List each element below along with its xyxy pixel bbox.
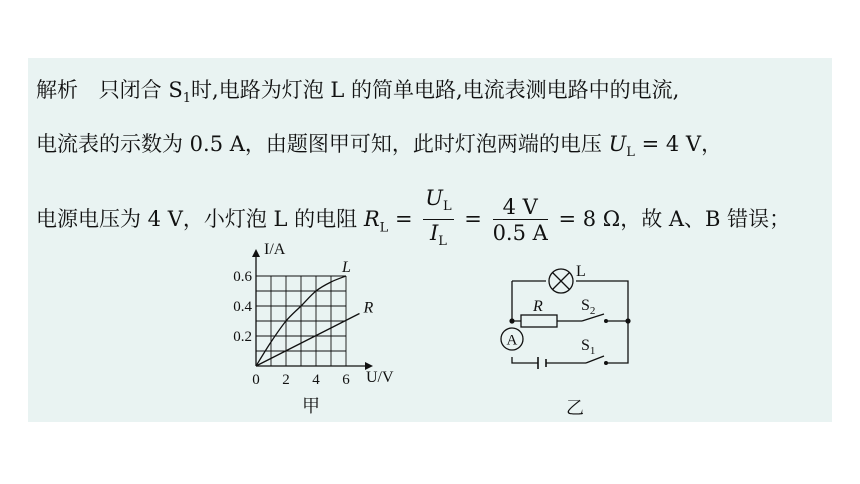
l2-text-a: 电流表的示数为 0.5 A，由题图甲可知，此时灯泡两端的电压 — [36, 132, 609, 156]
fraction-ul-il — [423, 186, 453, 255]
l3-text-b: = 8 Ω，故 A、B 错误； — [551, 207, 791, 232]
fraction-values — [493, 195, 548, 246]
resistor-icon — [521, 315, 557, 327]
circuit-diagram — [494, 256, 644, 376]
l1-text-a: 只闭合 S — [98, 78, 183, 102]
series-R-label: R — [363, 299, 374, 317]
l2-text-b: = 4 V， — [634, 132, 723, 156]
x-tick-label: 0 — [252, 372, 260, 386]
l3-resistance-sub: L — [379, 220, 389, 236]
graph-caption: 甲 — [302, 396, 320, 417]
switch-s1-label: $S_1$ — [581, 337, 596, 357]
l2-voltage-symbol: U — [608, 132, 627, 156]
lamp-cross — [553, 273, 570, 290]
l1-sub: 1 — [182, 91, 192, 107]
fraction-1-numerator: $U_L$ — [423, 186, 453, 220]
l3-text-a: 电源电压为 4 V，小灯泡 L 的电阻 — [36, 207, 364, 232]
y-tick-label: 0.6 — [233, 269, 252, 285]
x-axis-label: U/V — [366, 369, 394, 386]
y-tick-label: 0.2 — [233, 329, 252, 345]
l3-resistance-symbol: R — [363, 207, 380, 232]
lamp-label: L — [576, 263, 586, 280]
l2-voltage-sub: L — [626, 145, 635, 161]
graph-grid — [256, 276, 346, 366]
x-tick-label: 6 — [342, 372, 350, 386]
l3-eq1: = — [388, 207, 420, 232]
circuit-caption: 乙 — [566, 398, 584, 419]
solution-line-1 — [36, 76, 679, 113]
series-L-label: L — [342, 259, 351, 276]
switch-s2-label: $S_2$ — [581, 297, 596, 317]
switch-s1-icon — [586, 356, 604, 363]
l1-text-b: 时,电路为灯泡 L 的简单电路,电流表测电路中的电流, — [191, 78, 680, 102]
solution-line-2 — [36, 130, 722, 167]
iu-graph — [220, 236, 420, 386]
resistor-label: R — [533, 298, 543, 315]
battery-icon — [538, 357, 546, 369]
graph-axes — [252, 249, 373, 370]
fraction-1-denominator: $I_L$ — [429, 221, 447, 250]
left-wire — [512, 281, 538, 363]
fraction-2-numerator: 4 V — [493, 195, 548, 220]
x-tick-label: 4 — [312, 372, 320, 386]
fraction-2-denominator: 0.5 A — [492, 221, 548, 246]
ammeter-label: A — [506, 332, 518, 349]
l3-eq2: = — [457, 207, 489, 232]
solution-heading: 解析 — [36, 78, 78, 102]
x-tick-label: 2 — [282, 372, 290, 386]
y-axis-label: I/A — [264, 241, 286, 258]
y-axis-arrow — [252, 249, 260, 257]
y-tick-label: 0.4 — [233, 299, 252, 315]
